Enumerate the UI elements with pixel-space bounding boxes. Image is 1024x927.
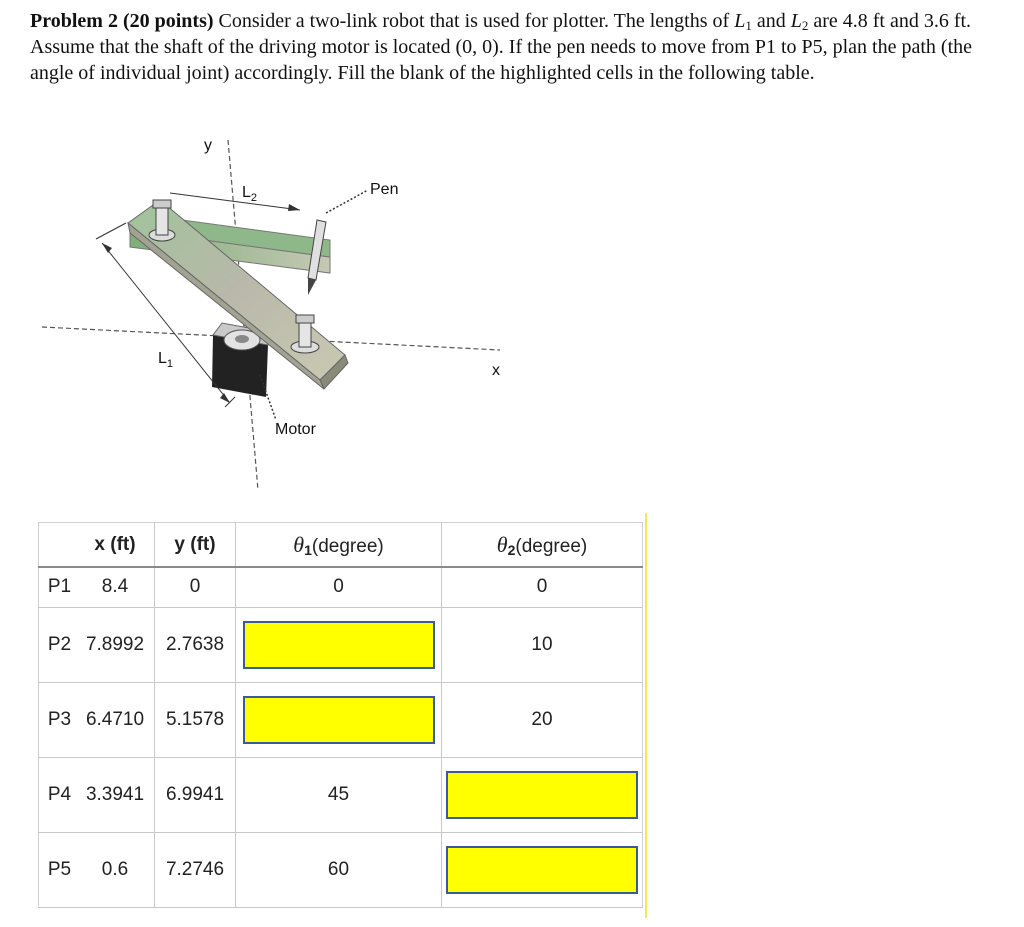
row-x: 7.8992 xyxy=(76,607,155,682)
problem-text-1: Consider a two-link robot that is used for plotter. The lengths of xyxy=(213,10,735,32)
header-point xyxy=(39,523,77,568)
problem-text-2: and xyxy=(751,10,791,32)
problem-text-3: are 4.8 ft and 3.6 ft. Assume that the shaft of the driving motor is located (0, 0). If the pen needs to move from P1 to P5, plan the path (the angle of individual joint) accordingly. Fill the blank of the highlighted cells in the following table. xyxy=(30,10,973,84)
row-y: 2.7638 xyxy=(155,607,236,682)
row-theta2-cell xyxy=(442,757,643,832)
header-theta2: $\theta_2(degree)$ xyxy=(442,523,643,568)
row-theta1: 45 xyxy=(236,757,442,832)
table-row xyxy=(39,682,643,757)
answer-box-p2-theta1[interactable] xyxy=(243,621,435,669)
answer-box-p3-theta1[interactable] xyxy=(243,696,435,744)
row-point: P1 xyxy=(39,567,77,607)
answer-box-p4-theta2[interactable] xyxy=(446,771,638,819)
x-axis-label: x xyxy=(492,362,500,379)
row-theta2-cell xyxy=(442,832,643,907)
l2-symbol: L xyxy=(790,10,802,32)
table-row xyxy=(39,832,643,907)
row-y: 5.1578 xyxy=(155,682,236,757)
l2-subscript: 2 xyxy=(801,18,809,33)
row-theta2: 0 xyxy=(442,567,643,607)
row-point: P2 xyxy=(39,607,77,682)
header-theta1: $\theta_1(degree)$ xyxy=(236,523,442,568)
l1-subscript: 1 xyxy=(745,18,752,33)
row-theta2: 10 xyxy=(442,607,643,682)
row-theta1-cell xyxy=(236,607,442,682)
header-y: y (ft) xyxy=(155,523,236,568)
l1-label: $L_1$ xyxy=(158,350,174,370)
margin-highlight-line xyxy=(645,513,647,918)
problem-heading: Problem 2 (20 points) xyxy=(30,10,214,32)
table-row xyxy=(39,607,643,682)
row-y: 7.2746 xyxy=(155,832,236,907)
row-theta2: 20 xyxy=(442,682,643,757)
row-point: P5 xyxy=(39,832,77,907)
l2-label: $L_2$ xyxy=(242,184,258,204)
row-theta1: 60 xyxy=(236,832,442,907)
row-point: P3 xyxy=(39,682,77,757)
y-axis-label: y xyxy=(204,137,212,154)
row-point: P4 xyxy=(39,757,77,832)
motor-label: Motor xyxy=(275,421,316,438)
joint-angle-table xyxy=(38,522,643,908)
table-row xyxy=(39,757,643,832)
row-y: 6.9941 xyxy=(155,757,236,832)
l2-dimension xyxy=(170,193,300,211)
row-x: 6.4710 xyxy=(76,682,155,757)
pen-pointer xyxy=(326,190,368,213)
answer-box-p5-theta2[interactable] xyxy=(446,846,638,894)
row-x: 3.3941 xyxy=(76,757,155,832)
row-x: 8.4 xyxy=(76,567,155,607)
header-x: x (ft) xyxy=(76,523,155,568)
table-row xyxy=(39,567,643,607)
table-header-row xyxy=(39,523,643,568)
row-x: 0.6 xyxy=(76,832,155,907)
problem-statement xyxy=(30,8,1005,86)
l1-symbol: L xyxy=(734,10,746,32)
pen-label: Pen xyxy=(370,181,399,198)
row-theta1: 0 xyxy=(236,567,442,607)
row-y: 0 xyxy=(155,567,236,607)
robot-diagram xyxy=(30,135,550,505)
row-theta1-cell xyxy=(236,682,442,757)
